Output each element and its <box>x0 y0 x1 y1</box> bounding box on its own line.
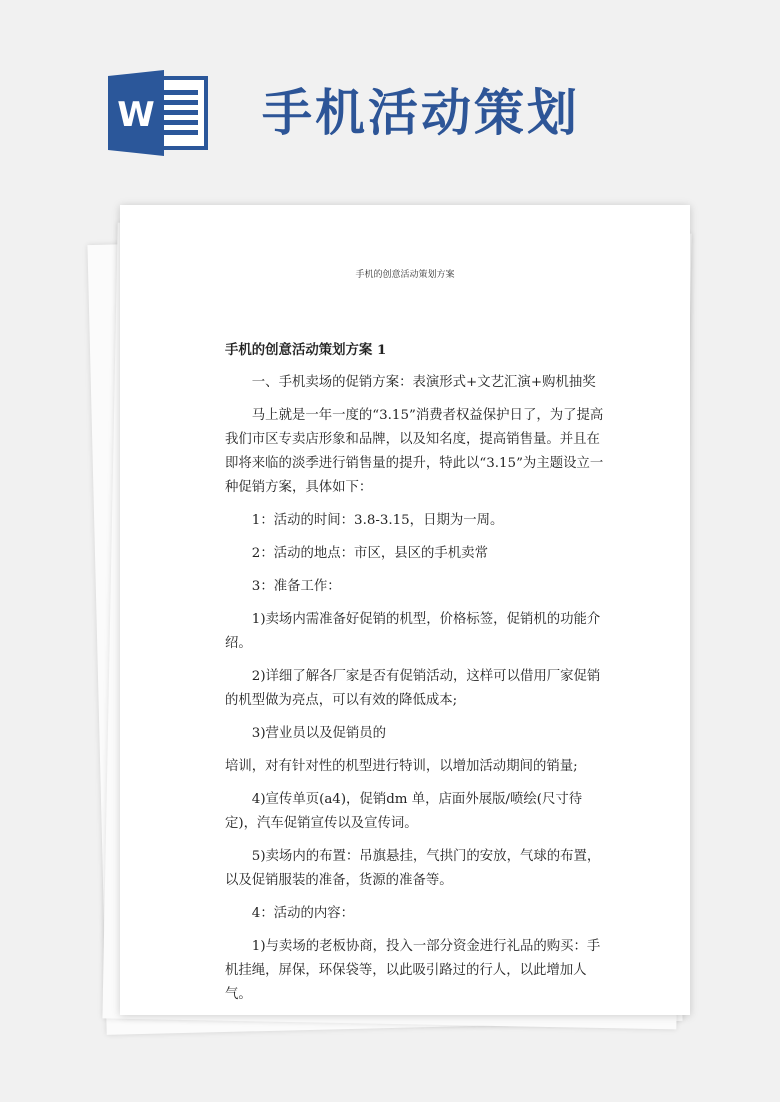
paragraph: 马上就是一年一度的“3.15”消费者权益保护日了，为了提高我们市区专卖店形象和品牌，以及知名度，提高销售量。并且在即将来临的淡季进行销售量的提升，特此以“3.15”为主题设立一种促销方案，具体如下： <box>225 408 604 495</box>
paragraph: 3)营业员以及促销员的 <box>251 726 387 741</box>
paragraph: 1)卖场内需准备好促销的机型，价格标签，促销机的功能介绍。 <box>225 612 601 651</box>
document-body <box>225 338 612 1007</box>
paragraph: 2：活动的地点：市区，县区的手机卖常 <box>251 546 488 561</box>
document-page <box>120 205 690 1015</box>
document-heading: 手机的创意活动策划方案 1 <box>225 342 387 358</box>
paragraph: 2)详细了解各厂家是否有促销活动，这样可以借用厂家促销的机型做为亮点，可以有效的降低成本; <box>225 669 601 708</box>
word-logo-svg <box>108 70 208 156</box>
paragraph: 培训，对有针对性的机型进行特训，以增加活动期间的销量; <box>225 759 578 774</box>
word-logo-icon <box>108 70 208 156</box>
word-logo-letter: W <box>117 95 155 135</box>
paragraph: 3：准备工作： <box>251 579 341 594</box>
paragraph: 1：活动的时间：3.8-3.15，日期为一周。 <box>251 513 504 528</box>
paragraph: 4：活动的内容： <box>251 906 355 921</box>
paragraph: 5)卖场内的布置：吊旗悬挂，气拱门的安放，气球的布置，以及促销服装的准备，货源的准备等。 <box>225 849 601 888</box>
paragraph: 4)宣传单页(a4)，促销dm 单，店面外展版/喷绘(尺寸待定)，汽车促销宣传以及宣传词。 <box>225 792 583 831</box>
paragraph: 一、手机卖场的促销方案：表演形式+文艺汇演+购机抽奖 <box>251 375 596 390</box>
document-header: 手机的创意活动策划方案 <box>355 270 455 280</box>
banner-title: 手机活动策划 <box>262 83 580 142</box>
paragraph: 1)与卖场的老板协商，投入一部分资金进行礼品的购买：手机挂绳，屏保，环保袋等，以此吸引路过的行人，以此增加人气。 <box>225 939 601 1002</box>
